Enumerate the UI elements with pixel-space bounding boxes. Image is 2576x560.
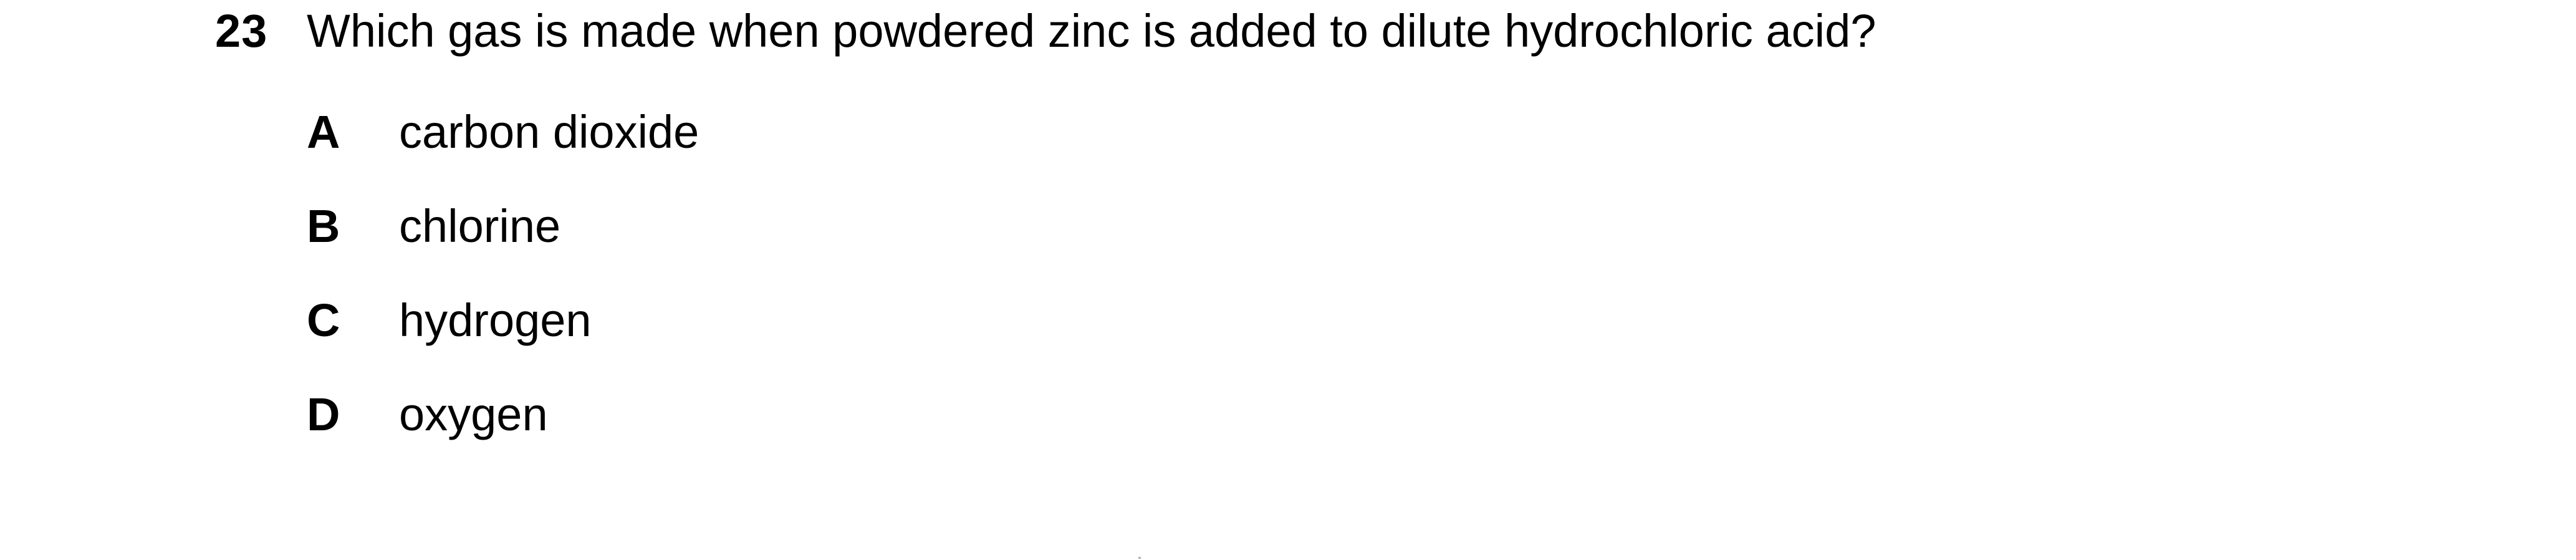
question-stem: Which gas is made when powdered zinc is added to dilute hydrochloric acid?	[307, 5, 1877, 57]
option-letter: B	[307, 200, 340, 252]
option-d	[307, 386, 1429, 443]
option-text: carbon dioxide	[399, 106, 699, 158]
option-text: hydrogen	[399, 294, 592, 346]
option-c	[307, 292, 1429, 349]
answer-options	[307, 0, 1554, 474]
option-letter: A	[307, 106, 340, 158]
scan-speck	[1138, 557, 1141, 559]
option-b	[307, 198, 1429, 255]
option-letter: D	[307, 389, 340, 440]
option-text: oxygen	[399, 389, 548, 440]
option-text: chlorine	[399, 200, 561, 252]
question-number: 23	[215, 5, 268, 57]
option-a	[307, 104, 1429, 161]
option-letter: C	[307, 294, 340, 346]
